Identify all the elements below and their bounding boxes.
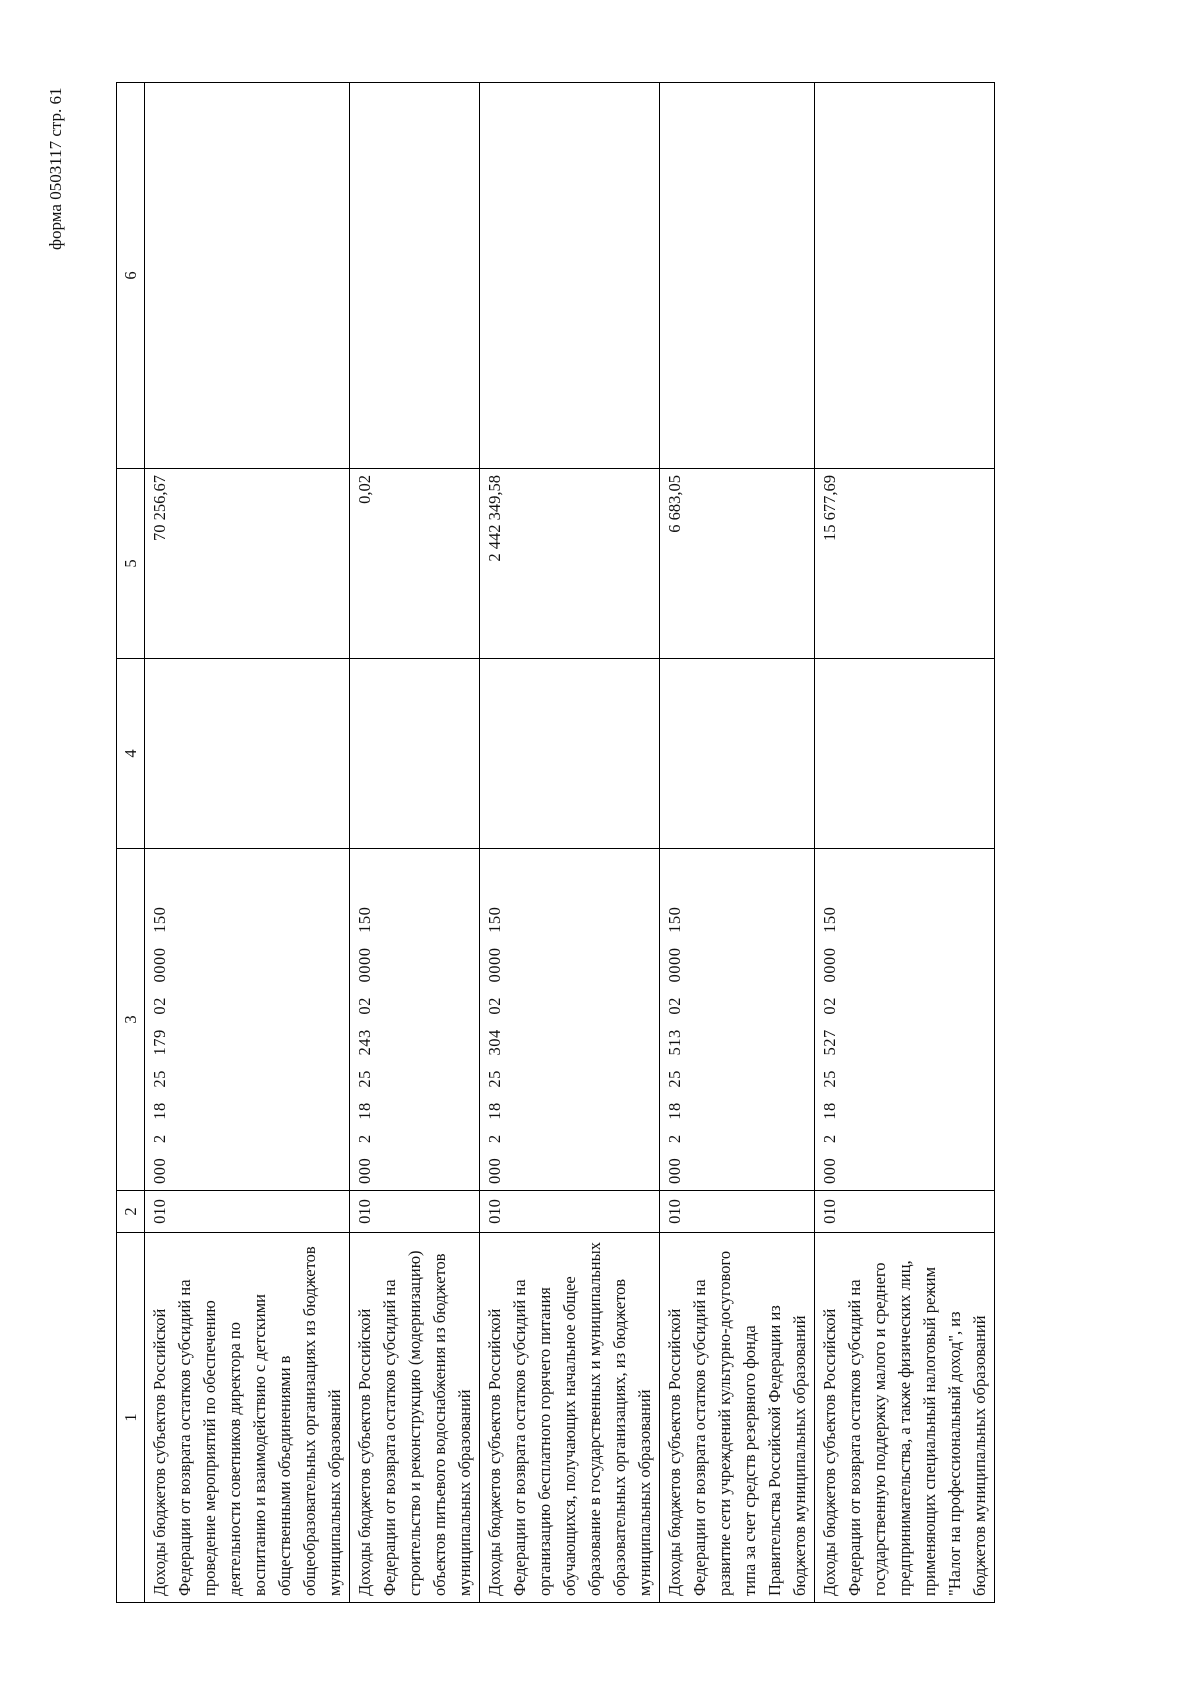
row-budget-code: 000 2 18 25 513 02 0000 150 xyxy=(660,849,815,1191)
col-header-5: 5 xyxy=(117,469,145,659)
row-line-code: 010 xyxy=(480,1191,660,1233)
row-not-executed xyxy=(145,83,350,469)
row-approved xyxy=(660,659,815,849)
table-row xyxy=(480,83,660,1603)
row-executed: 6 683,05 xyxy=(660,469,815,659)
col-header-1: 1 xyxy=(117,1233,145,1603)
row-line-code: 010 xyxy=(350,1191,480,1233)
row-line-code: 010 xyxy=(145,1191,350,1233)
row-name: Доходы бюджетов субъектов Российской Федерации от возврата остатков субсидий на государственную поддержку малого и среднего предпринимательства, а также физических лиц, применяющих специальный налоговый режим "Налог на профессиональный доход", из бюджетов муниципальных образований xyxy=(815,1233,995,1603)
row-approved xyxy=(350,659,480,849)
row-executed: 2 442 349,58 xyxy=(480,469,660,659)
row-executed: 0,02 xyxy=(350,469,480,659)
column-number-row xyxy=(117,83,145,1603)
row-budget-code: 000 2 18 25 243 02 0000 150 xyxy=(350,849,480,1191)
table-row xyxy=(660,83,815,1603)
row-not-executed xyxy=(480,83,660,469)
form-page-label: форма 0503117 стр. 61 xyxy=(46,87,65,250)
row-executed: 15 677,69 xyxy=(815,469,995,659)
row-approved xyxy=(145,659,350,849)
table-row xyxy=(350,83,480,1603)
table-row xyxy=(145,83,350,1603)
col-header-3: 3 xyxy=(117,849,145,1191)
col-header-4: 4 xyxy=(117,659,145,849)
row-not-executed xyxy=(815,83,995,469)
row-name: Доходы бюджетов субъектов Российской Федерации от возврата остатков субсидий на строительство и реконструкцию (модернизацию) объектов питьевого водоснабжения из бюджетов муниципальных образований xyxy=(350,1233,480,1603)
row-not-executed xyxy=(350,83,480,469)
row-line-code: 010 xyxy=(815,1191,995,1233)
report-table-container xyxy=(116,83,989,1603)
table-row xyxy=(815,83,995,1603)
row-approved xyxy=(480,659,660,849)
row-executed: 70 256,67 xyxy=(145,469,350,659)
col-header-2: 2 xyxy=(117,1191,145,1233)
income-report-table xyxy=(116,82,995,1603)
row-name: Доходы бюджетов субъектов Российской Федерации от возврата остатков субсидий на проведение мероприятий по обеспечению деятельности советников директора по воспитанию и взаимодействию с детскими общественными объединениями в общеобразовательных организациях из бюджетов муниципальных образований xyxy=(145,1233,350,1603)
row-budget-code: 000 2 18 25 304 02 0000 150 xyxy=(480,849,660,1191)
row-budget-code: 000 2 18 25 527 02 0000 150 xyxy=(815,849,995,1191)
row-line-code: 010 xyxy=(660,1191,815,1233)
row-budget-code: 000 2 18 25 179 02 0000 150 xyxy=(145,849,350,1191)
row-name: Доходы бюджетов субъектов Российской Федерации от возврата остатков субсидий на развитие сети учреждений культурно-досугового типа за счет средств резервного фонда Правительства Российской Федерации из бюджетов муниципальных образований xyxy=(660,1233,815,1603)
row-not-executed xyxy=(660,83,815,469)
row-name: Доходы бюджетов субъектов Российской Федерации от возврата остатков субсидий на организацию бесплатного горячего питания обучающихся, получающих начальное общее образование в государственных и муниципальных образовательных организациях, из бюджетов муниципальных образований xyxy=(480,1233,660,1603)
row-approved xyxy=(815,659,995,849)
col-header-6: 6 xyxy=(117,83,145,469)
